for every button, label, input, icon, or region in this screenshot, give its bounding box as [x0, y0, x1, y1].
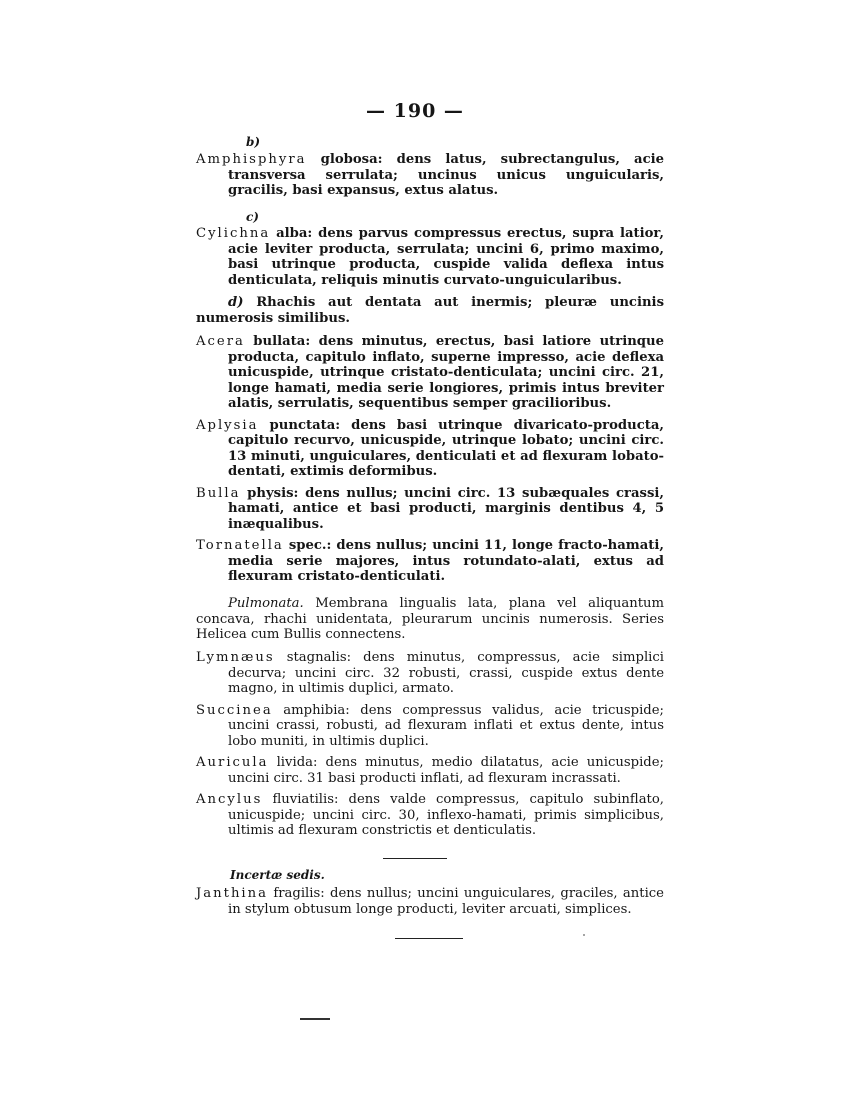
entry-text: spec.: dens nullus; uncini 11, longe fracto-hamati, media serie majores, intus rotundato-alati, extus ad flexuram cristato-denticulati. — [228, 538, 664, 584]
entry-ancylus — [196, 792, 664, 839]
entry-text: amphibia: dens compressus validus, acie tricuspide; uncini crassi, robusti, ad flexuram inflati et extus dente, intus lobo muniti, in ultimis duplici. — [228, 702, 664, 749]
end-divider — [395, 938, 463, 939]
genus-name: Lymnæus — [196, 650, 275, 665]
genus-name: Acera — [196, 334, 245, 349]
genus-name: Cylichna — [196, 226, 271, 241]
section-label-b: b) — [246, 135, 261, 149]
section-d-text: Rhachis aut dentata aut inermis; pleuræ uncinis numerosis similibus. — [196, 295, 664, 326]
pulmonata-paragraph — [196, 596, 664, 643]
incertae-sedis-label: Incertæ sedis. — [230, 868, 325, 882]
entry-lymnaeus — [196, 650, 664, 697]
entries-group-5 — [196, 886, 664, 923]
entry-tornatella — [196, 538, 664, 585]
entry-janthina — [196, 886, 664, 917]
genus-name: Auricula — [196, 755, 269, 770]
entry-text: stagnalis: dens minutus, compressus, acie simplici decurva; uncini circ. 32 robusti, crassi, cuspide extus dente magno, in ultimis duplici, armato. — [228, 650, 664, 696]
genus-name: Amphisphyra — [196, 152, 307, 167]
entry-cylichna — [196, 226, 664, 288]
entries-group-4 — [196, 650, 664, 845]
entry-text: physis: dens nullus; uncini circ. 13 subæquales crassi, hamati, antice et basi producti, marginis dentibus 4, 5 inæqualibus. — [228, 485, 664, 532]
entry-text: globosa: dens latus, subrectangulus, acie transversa serrulata; uncinus unicus unguicularis, gracilis, basi expansus, extus alatus. — [228, 152, 664, 198]
entry-aplysia — [196, 418, 664, 480]
section-divider — [383, 858, 447, 859]
entries-group-2 — [196, 226, 664, 294]
entry-bulla — [196, 486, 664, 533]
entry-text: fluviatilis: dens valde compressus, capitulo subinflato, unicuspide; uncini circ. 30, inflexo-hamati, primis simplicibus, ultimis ad flexuram constrictis et denticulatis. — [228, 792, 664, 838]
entry-text: fragilis: dens nullus; uncini unguiculares, graciles, antice in stylum obtusum longe producti, leviter arcuati, simplices. — [228, 886, 664, 917]
entry-text: punctata: dens basi utrinque divaricato-producta, capitulo recurvo, unicuspide, utrinque lobato; uncini circ. 13 minuti, unguiculares, denticulati et ad flexuram lobato-dentati, extimis deformibus. — [228, 417, 664, 479]
entry-text: bullata: dens minutus, erectus, basi latiore utrinque producta, capitulo inflato, superne impresso, acie deflexa unicuspide, utrinque cristato-denticulata; uncini circ. 21, longe hamati, media serie longiores, primis intus breviter alatis, serrulatis, sequentibus semper gracilioribus. — [228, 334, 664, 411]
print-speck — [583, 934, 585, 936]
page-mark — [300, 1018, 330, 1020]
section-label-c: c) — [246, 210, 259, 224]
genus-name: Succinea — [196, 702, 273, 718]
entry-succinea — [196, 703, 664, 750]
genus-name: Tornatella — [196, 538, 284, 553]
entry-acera — [196, 334, 664, 412]
genus-name: Aplysia — [196, 417, 259, 433]
entries-group-1 — [196, 152, 664, 205]
entry-auricula — [196, 755, 664, 786]
section-d-paragraph — [196, 295, 664, 326]
genus-name: Bulla — [196, 485, 241, 501]
entries-group-3 — [196, 334, 664, 591]
genus-name: Ancylus — [196, 792, 263, 807]
page-number: — 190 — — [366, 100, 464, 122]
entry-text: alba: dens parvus compressus erectus, supra latior, acie leviter producta, serrulata; uncini 6, primo maximo, basi utrinque producta, cuspide valida deflexa intus denticulata, reliquis minutis curvato-unguicularibus. — [228, 226, 664, 288]
pulmonata-title: Pulmonata. — [228, 596, 304, 611]
section-label-d: d) — [228, 295, 244, 310]
entry-text: livida: dens minutus, medio dilatatus, acie unicuspide; uncini circ. 31 basi producti inflati, ad flexuram incrassati. — [228, 755, 664, 786]
genus-name: Janthina — [196, 886, 269, 901]
pulmonata-text: Membrana lingualis lata, plana vel aliquantum concava, rhachi unidentata, pleurarum uncinis numerosis. Series Helicea cum Bullis connectens. — [196, 596, 664, 642]
entry-amphisphyra — [196, 152, 664, 199]
